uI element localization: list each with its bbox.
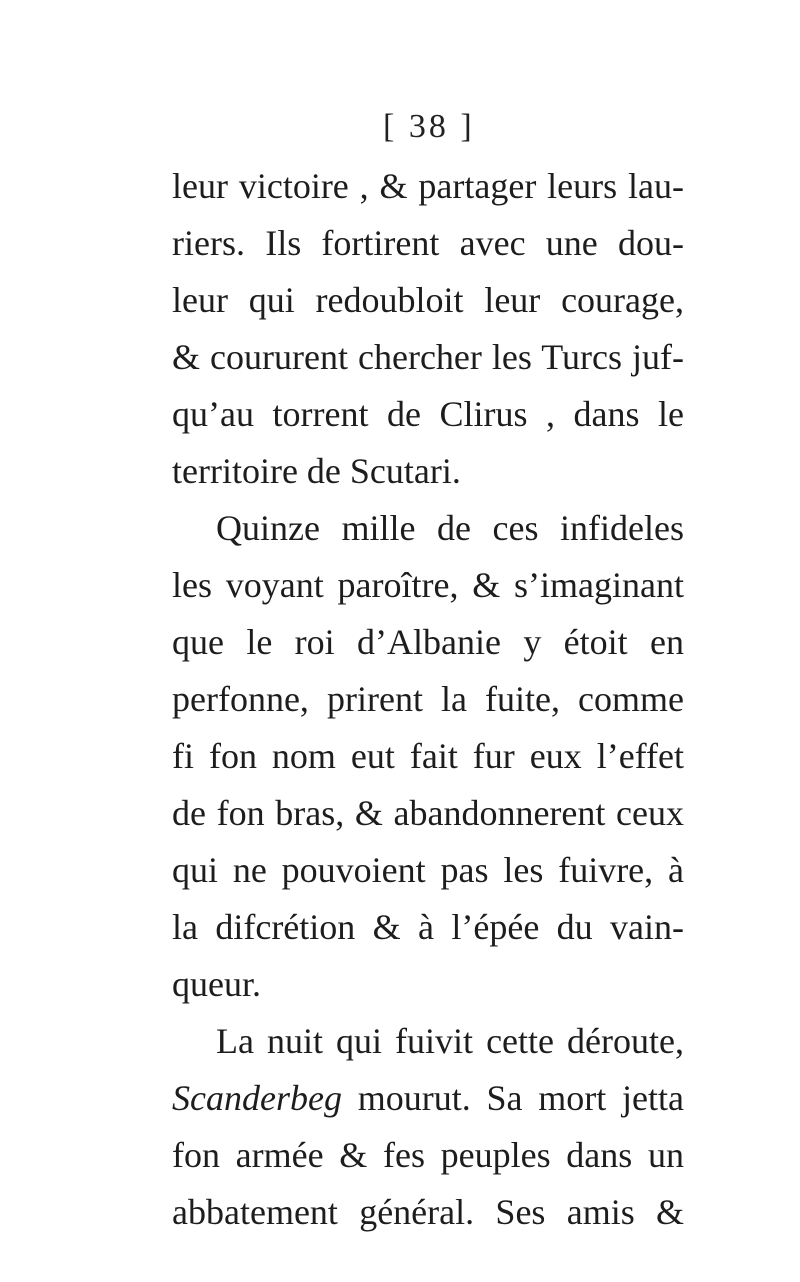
text-line: fi fon nom eut fait fur eux l’effet xyxy=(172,736,684,776)
text-line: abbatement général. Ses amis & xyxy=(172,1192,684,1232)
text-line: les voyant paroître, & s’imaginant xyxy=(172,565,684,605)
body-text xyxy=(172,158,684,1241)
paragraph-start-line: La nuit qui fuivit cette déroute, xyxy=(216,1021,684,1061)
text-line: perfonne, prirent la fuite, comme xyxy=(172,679,684,719)
text-line-rest: mourut. Sa mort jetta xyxy=(341,1078,684,1118)
text-line: territoire de Scutari. xyxy=(172,451,461,491)
text-line xyxy=(172,1070,684,1127)
italic-name: Scanderbeg xyxy=(172,1078,342,1118)
text-line: que le roi d’Albanie y étoit en xyxy=(172,622,684,662)
text-line: queur. xyxy=(172,964,261,1004)
text-line: leur victoire , & partager leurs lau- xyxy=(172,166,684,206)
text-line: riers. Ils fortirent avec une dou- xyxy=(172,223,684,263)
text-line: la difcrétion & à l’épée du vain- xyxy=(172,907,684,947)
text-line: de fon bras, & abandonnerent ceux xyxy=(172,793,684,833)
text-line: qu’au torrent de Clirus , dans le xyxy=(172,394,684,434)
text-line: fon armée & fes peuples dans un xyxy=(172,1135,684,1175)
text-line: leur qui redoubloit leur courage, xyxy=(172,280,684,320)
paragraph-start-line: Quinze mille de ces infideles xyxy=(216,508,684,548)
page-number: [ 38 ] xyxy=(383,108,475,145)
text-line: qui ne pouvoient pas les fuivre, à xyxy=(172,850,684,890)
text-line: & coururent chercher les Turcs juf- xyxy=(172,337,684,377)
